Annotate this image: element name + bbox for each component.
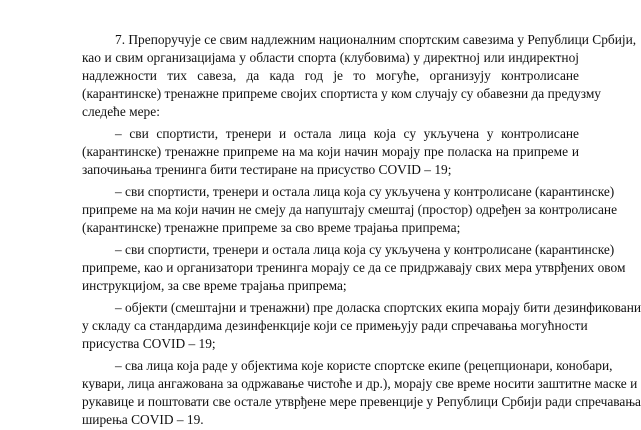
bullet-5-line-4: ширења COVID – 19.: [82, 412, 204, 427]
bullet-5-line-3: рукавице и поштовати све остале утврђене мере превенције у Републици Србији ради спречавања: [82, 394, 641, 409]
bullet-1-line-1: – сви спортисти, тренери и остала лица која су укључена у контролисане: [115, 126, 579, 141]
paragraph-7-line-2: као и свим организацијама у области спорта (клубовима) у директној или индиректној: [82, 50, 579, 65]
bullet-4-line-2: у складу са стандардима дезинфенкције који се примењују ради спречавања могућности: [82, 318, 588, 333]
bullet-2-line-1: – сви спортисти, тренери и остала лица која су укључена у контролисане (карантинске): [115, 184, 615, 199]
bullet-1-line-2: (карантинске) тренажне припреме на ма који начин морају пре поласка на припреме и: [82, 144, 579, 159]
paragraph-7-line-3: надлежности тих савеза, да када год је то могуће, организују контролисане: [82, 68, 579, 83]
bullet-3-line-2: припреме, као и организатори тренинга морају се да се придржавају свих мера утврђених овом: [82, 260, 626, 275]
bullet-1-line-3: започињања тренинга бити тестиране на присуство COVID – 19;: [82, 162, 452, 177]
bullet-2-line-2: припреме на ма који начин не смеју да напуштају смештај (простор) одређен за контролисане: [82, 202, 618, 217]
bullet-3-line-3: инструкцијом, за све време трајања припрема;: [82, 278, 347, 293]
bullet-3-line-1: – сви спортисти, тренери и остала лица која су укључена у контролисане (карантинске): [115, 242, 615, 257]
bullet-2-line-3: (карантинске) тренажне припреме за сво време трајања припрема;: [82, 220, 461, 235]
bullet-4-line-1: – објекти (смештајни и тренажни) пре доласка спортских екипа морају бити дезинфиковани: [115, 300, 641, 315]
bullet-5-line-1: – сва лица која раде у објектима које користе спортске екипе (рецепционари, конобари,: [115, 358, 613, 373]
bullet-5-line-2: кувари, лица ангажована за одржавање чистоће и др.), морају све време носити заштитне маске и: [82, 376, 638, 391]
bullet-4-line-3: присуства COVID – 19;: [82, 336, 216, 351]
paragraph-7-line-1: 7. Препоручује се свим надлежним националним спортским савезима у Републици Србији,: [115, 32, 637, 47]
paragraph-7-line-5: следеће мере:: [82, 104, 160, 119]
paragraph-7-line-4: (карантинске) тренажне припреме својих спортиста у ком случају су обавезни да предузму: [82, 86, 602, 101]
